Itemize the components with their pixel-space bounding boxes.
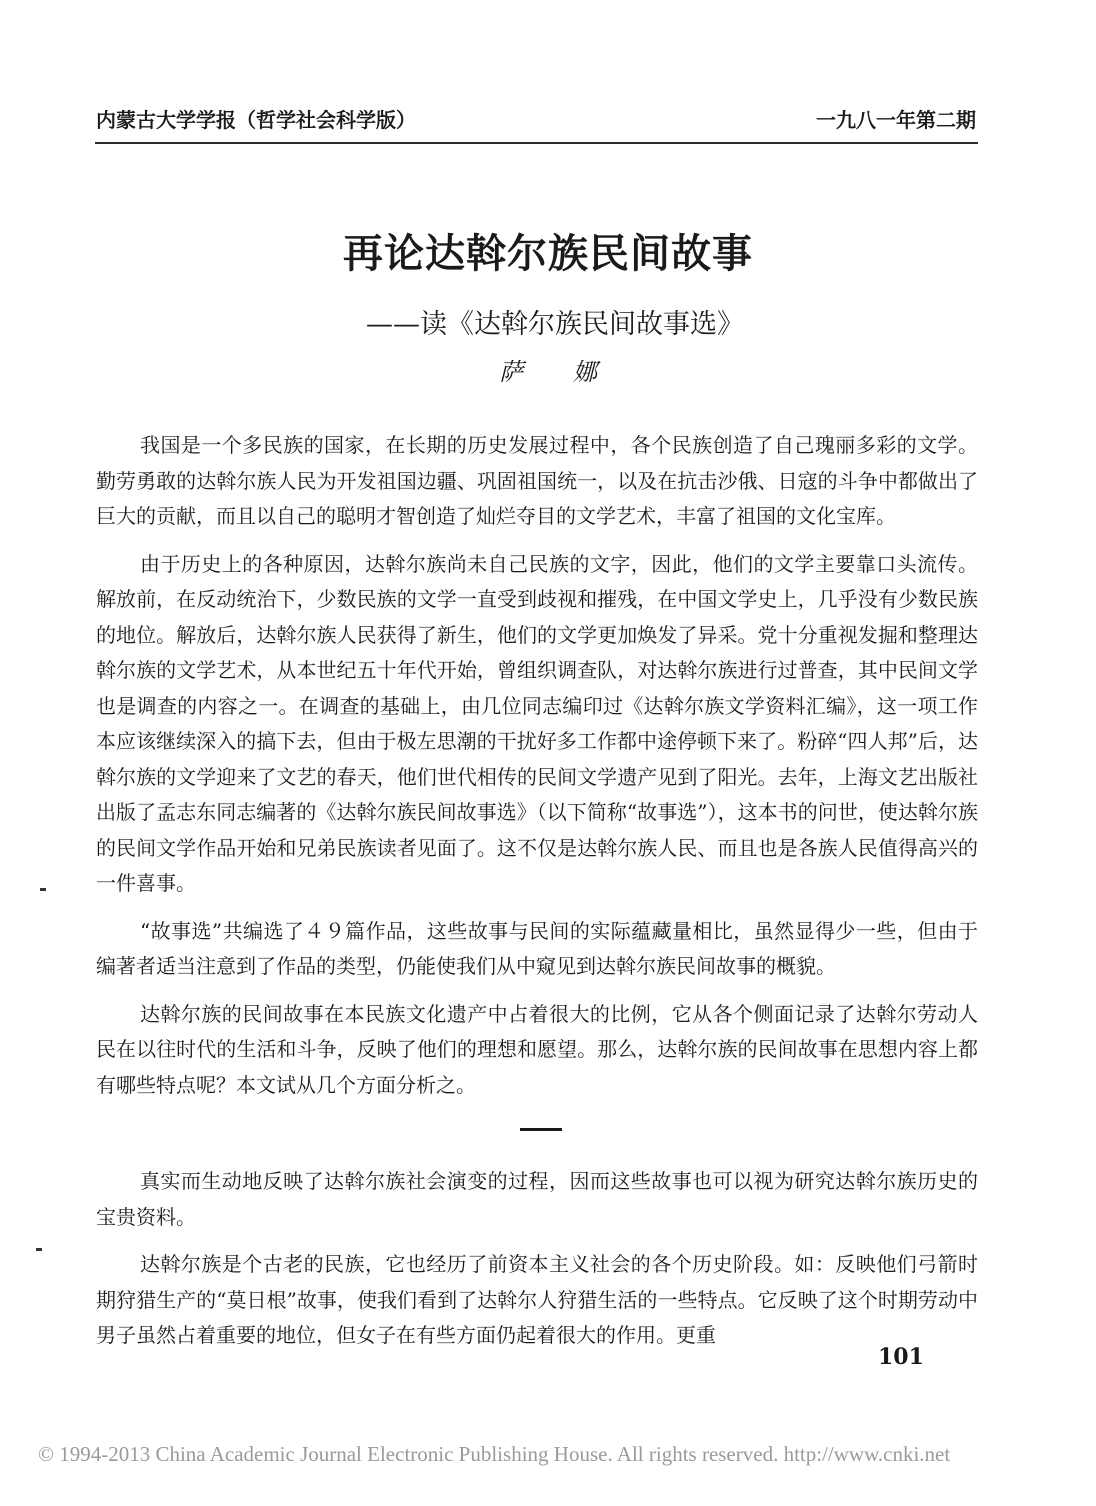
article-author: 萨娜 [499, 358, 647, 386]
article-title: 再论达斡尔族民间故事 [343, 230, 753, 277]
paragraph: “故事选”共编选了４９篇作品，这些故事与民间的实际蕴藏量相比，虽然显得少一些，但由于编著者适当注意到了作品的类型，仍能使我们从中窥见到达斡尔族民间故事的概貌。 [96, 918, 978, 978]
paragraph: 达斡尔族是个古老的民族，它也经历了前资本主义社会的各个历史阶段。如：反映他们弓箭时期狩猎生产的“莫日根”故事，使我们看到了达斡尔人狩猎生活的一些特点。它反映了这个时期劳动中男子虽然占着重要的地位，但女子在有些方面仍起着很大的作用。更重 [96, 1252, 978, 1347]
article-subtitle: ——读《达斡尔族民间故事选》 [366, 309, 744, 340]
paragraph: 真实而生动地反映了达斡尔族社会演变的过程，因而这些故事也可以视为研究达斡尔族历史的宝贵资料。 [96, 1169, 978, 1229]
scan-speck [36, 1248, 42, 1251]
page-number: 101 [878, 1344, 924, 1370]
scan-speck [40, 888, 46, 891]
header-rule [95, 142, 978, 144]
paragraph: 由于历史上的各种原因，达斡尔族尚未自己民族的文字，因此，他们的文学主要靠口头流传。解放前，在反动统治下，少数民族的文学一直受到歧视和摧残，在中国文学史上，几乎没有少数民族的地位。解放后，达斡尔族人民获得了新生，他们的文学更加焕发了异采。党十分重视发掘和整理达斡尔族的文学艺术，从本世纪五十年代开始，曾组织调查队，对达斡尔族进行过普查，其中民间文学也是调查的内容之一。在调查的基础上，由几位同志编印过《达斡尔族文学资料汇编》，这一项工作本应该继续深入的搞下去，但由于极左思潮的干扰好多工作都中途停顿下来了。粉碎“四人邦”后，达斡尔族的文学迎来了文艺的春天，他们世代相传的民间文学遗产见到了阳光。去年，上海文艺出版社出版了孟志东同志编著的《达斡尔族民间故事选》（以下简称“故事选”），这本书的问世，使达斡尔族的民间文学作品开始和兄弟民族读者见面了。这不仅是达斡尔族人民、而且也是各族人民值得高兴的一件喜事。 [96, 551, 978, 895]
journal-name: 内蒙古大学学报（哲学社会科学版） [96, 108, 416, 132]
intro-body [96, 428, 978, 1103]
section-body [96, 1164, 978, 1354]
section-number [520, 1128, 562, 1131]
issue-label: 一九八一年第二期 [816, 108, 976, 132]
paragraph: 我国是一个多民族的国家，在长期的历史发展过程中，各个民族创造了自己瑰丽多彩的文学。勤劳勇敢的达斡尔族人民为开发祖国边疆、巩固祖国统一，以及在抗击沙俄、日寇的斗争中都做出了巨大的贡献，而且以自己的聪明才智创造了灿烂夺目的文学艺术，丰富了祖国的文化宝库。 [96, 433, 978, 528]
copyright-footer: © 1994-2013 China Academic Journal Electronic Publishing House. All rights reserved. http://www.cnki.net [38, 1442, 951, 1466]
paragraph: 达斡尔族的民间故事在本民族文化遗产中占着很大的比例，它从各个侧面记录了达斡尔劳动人民在以往时代的生活和斗争，反映了他们的理想和愿望。那么，达斡尔族的民间故事在思想内容上都有哪些特点呢？本文试从几个方面分析之。 [96, 1001, 978, 1097]
